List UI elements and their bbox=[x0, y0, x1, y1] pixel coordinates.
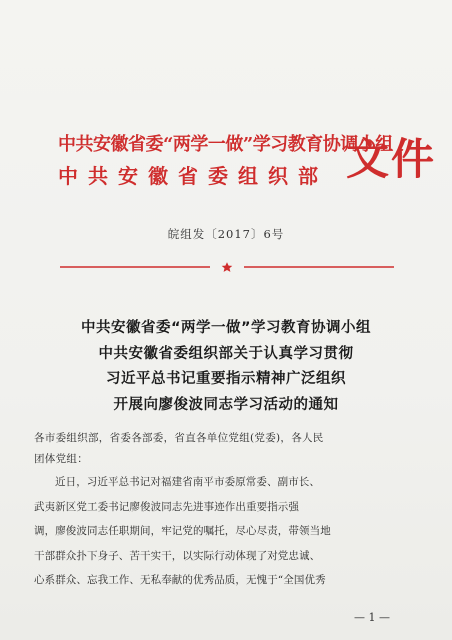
issuer-line-1: 中共安徽省委“两学一做”学习教育协调小组 bbox=[58, 134, 393, 155]
notice-title bbox=[40, 316, 412, 418]
body-text bbox=[34, 428, 418, 593]
paragraph-line: 调，廖俊波同志任职期间，牢记党的嘱托，尽心尽责，带领当地 bbox=[34, 525, 331, 538]
title-line: 习近平总书记重要指示精神广泛组织 bbox=[106, 371, 346, 387]
red-divider-with-star bbox=[60, 262, 394, 268]
addressee-line: 各市委组织部，省委各部委，省直各单位党组(党委)，各人民 bbox=[34, 432, 324, 444]
paragraph-line: 近日，习近平总书记对福建省南平市委原常委、副市长、 bbox=[55, 476, 320, 488]
title-line: 中共安徽省委组织部关于认真学习贯彻 bbox=[98, 345, 354, 362]
paragraph-line: 武夷新区党工委书记廖俊波同志先进事迹作出重要指示强 bbox=[34, 500, 299, 513]
issuer-line-2: 中共安徽省委组织部 bbox=[58, 164, 328, 188]
addressee-line: 团体党组： bbox=[34, 453, 88, 465]
paragraph-line: 干部群众扑下身子、苦干实干，以实际行动体现了对党忠诚、 bbox=[34, 549, 321, 562]
title-line: 开展向廖俊波同志学习活动的通知 bbox=[113, 396, 339, 413]
red-header bbox=[58, 128, 436, 192]
addressee bbox=[34, 428, 418, 470]
paragraph-line: 心系群众、忘我工作、无私奉献的优秀品质，无愧于“全国优秀 bbox=[34, 574, 326, 587]
document-word: 文件 bbox=[346, 135, 436, 185]
star-icon bbox=[222, 262, 233, 272]
paragraph bbox=[34, 470, 418, 593]
page-number: — 1 — bbox=[354, 611, 390, 624]
title-line: 中共安徽省委“两学一做”学习教育协调小组 bbox=[80, 320, 372, 336]
document-number: 皖组发〔2017〕6号 bbox=[167, 227, 285, 241]
